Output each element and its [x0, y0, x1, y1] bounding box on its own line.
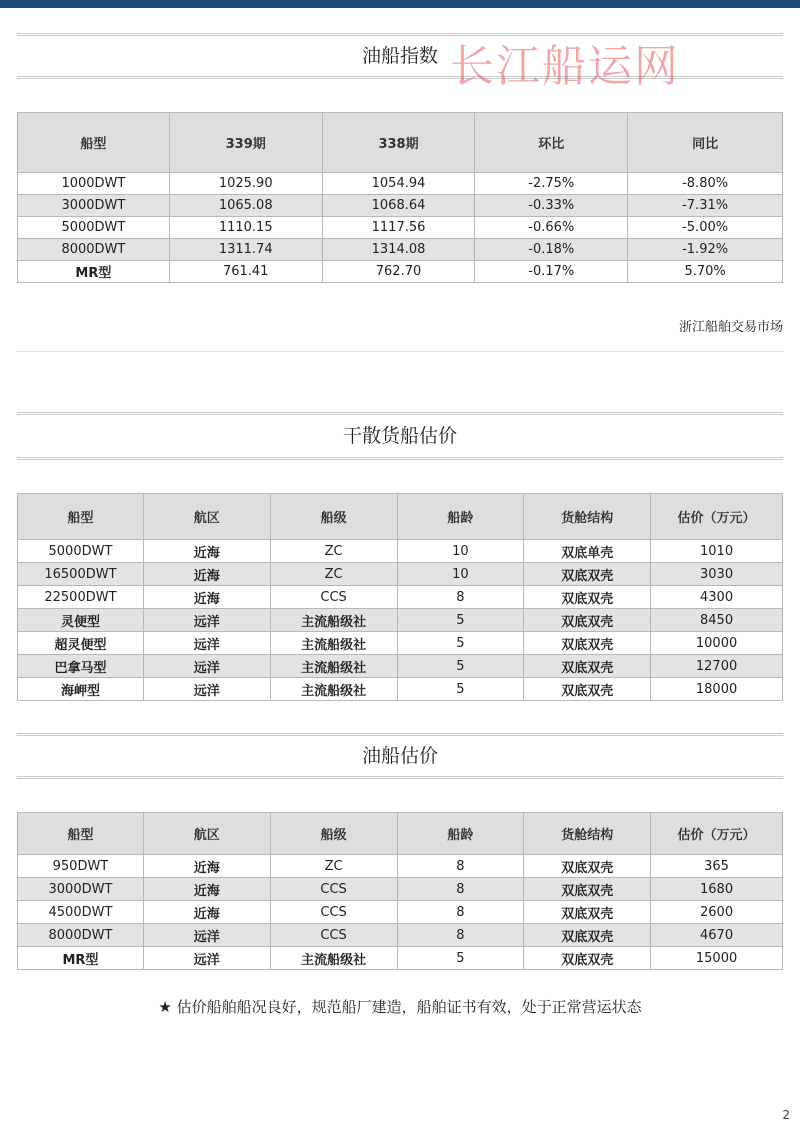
table-cell: 双底双壳 [524, 901, 651, 924]
table-cell: 8000DWT [18, 239, 170, 261]
table-cell: 1311.74 [169, 239, 322, 261]
table-cell: 双底双壳 [524, 678, 651, 701]
table-cell: -5.00% [628, 217, 783, 239]
table-cell: 远洋 [143, 947, 270, 970]
table-row [18, 855, 783, 878]
table-cell: 双底双壳 [524, 586, 651, 609]
header-cell: 估价（万元） [651, 813, 783, 855]
table-cell: 双底双壳 [524, 609, 651, 632]
header-cell: 货舱结构 [524, 494, 651, 540]
table-cell: ZC [270, 855, 397, 878]
header-cell: 船型 [18, 113, 170, 173]
table-cell: -1.92% [628, 239, 783, 261]
table-row [18, 217, 783, 239]
table-row [18, 924, 783, 947]
table-row [18, 609, 783, 632]
table-cell: 海岬型 [18, 678, 144, 701]
header-cell: 339期 [169, 113, 322, 173]
table-cell: 灵便型 [18, 609, 144, 632]
table-cell: 15000 [651, 947, 783, 970]
table-cell: -0.33% [475, 195, 628, 217]
table-cell: CCS [270, 586, 397, 609]
table-cell: 双底双壳 [524, 563, 651, 586]
table-cell: 1010 [651, 540, 783, 563]
table-cell: CCS [270, 901, 397, 924]
watermark: 长江船运网 [450, 41, 680, 92]
table-cell: 3000DWT [18, 878, 144, 901]
table-cell: 5000DWT [18, 540, 144, 563]
table-cell: 5 [397, 678, 524, 701]
table-cell: 1117.56 [322, 217, 475, 239]
table-cell: 双底双壳 [524, 855, 651, 878]
table-cell: 4500DWT [18, 901, 144, 924]
table-cell: 近海 [143, 855, 270, 878]
tanker-index-table [17, 112, 783, 283]
table-cell: ZC [270, 540, 397, 563]
table-cell: 1068.64 [322, 195, 475, 217]
table-cell: 主流船级社 [270, 609, 397, 632]
table-cell: 双底双壳 [524, 655, 651, 678]
header-cell: 船型 [18, 813, 144, 855]
table-cell: 22500DWT [18, 586, 144, 609]
footnote: ★ 估价船舶船况良好，规范船厂建造，船舶证书有效，处于正常营运状态 [158, 998, 642, 1016]
table-cell: 远洋 [143, 632, 270, 655]
table-cell: -0.17% [475, 261, 628, 283]
table-row [18, 195, 783, 217]
table-cell: 1065.08 [169, 195, 322, 217]
table-cell: 8 [397, 878, 524, 901]
section-title-tanker-index: 油船指数 [17, 33, 783, 79]
table-cell: 主流船级社 [270, 655, 397, 678]
table-cell: MR型 [18, 947, 144, 970]
header-cell: 环比 [475, 113, 628, 173]
table-cell: 8 [397, 586, 524, 609]
table-row [18, 173, 783, 195]
table-cell: 18000 [651, 678, 783, 701]
table-cell: 1054.94 [322, 173, 475, 195]
top-bar [0, 0, 800, 8]
table-cell: 巴拿马型 [18, 655, 144, 678]
header-cell: 估价（万元） [651, 494, 783, 540]
table-cell: 远洋 [143, 609, 270, 632]
table-row [18, 878, 783, 901]
table-cell: -8.80% [628, 173, 783, 195]
table-row [18, 239, 783, 261]
table-cell: 5 [397, 632, 524, 655]
table-row [18, 261, 783, 283]
header-cell: 船型 [18, 494, 144, 540]
table-cell: 5000DWT [18, 217, 170, 239]
table-cell: 950DWT [18, 855, 144, 878]
table-cell: 主流船级社 [270, 947, 397, 970]
table-cell: 近海 [143, 878, 270, 901]
table-cell: ZC [270, 563, 397, 586]
table-cell: 1314.08 [322, 239, 475, 261]
table-cell: 近海 [143, 586, 270, 609]
header-cell: 货舱结构 [524, 813, 651, 855]
header-cell: 船级 [270, 813, 397, 855]
table-cell: -0.66% [475, 217, 628, 239]
table-cell: 双底双壳 [524, 632, 651, 655]
table-cell: 1680 [651, 878, 783, 901]
table-cell: 4670 [651, 924, 783, 947]
table-row [18, 563, 783, 586]
table-cell: 远洋 [143, 924, 270, 947]
table-cell: -7.31% [628, 195, 783, 217]
table-cell: 双底双壳 [524, 878, 651, 901]
table-row [18, 540, 783, 563]
header-cell: 船龄 [397, 813, 524, 855]
divider [17, 351, 783, 352]
table-row [18, 678, 783, 701]
table-cell: 主流船级社 [270, 632, 397, 655]
table-cell: 远洋 [143, 678, 270, 701]
table-cell: 5.70% [628, 261, 783, 283]
table-cell: 16500DWT [18, 563, 144, 586]
table-row [18, 655, 783, 678]
table-cell: -0.18% [475, 239, 628, 261]
table-cell: 近海 [143, 540, 270, 563]
table-cell: 3030 [651, 563, 783, 586]
table-cell: 365 [651, 855, 783, 878]
table-cell: 762.70 [322, 261, 475, 283]
table-cell: 双底单壳 [524, 540, 651, 563]
table-cell: 1000DWT [18, 173, 170, 195]
table-cell: 8 [397, 924, 524, 947]
header-cell: 航区 [143, 494, 270, 540]
table-cell: 超灵便型 [18, 632, 144, 655]
table-cell: 远洋 [143, 655, 270, 678]
table-row [18, 901, 783, 924]
page-number: 2 [782, 1108, 790, 1122]
table-cell: 双底双壳 [524, 947, 651, 970]
table-cell: MR型 [18, 261, 170, 283]
table-cell: 近海 [143, 563, 270, 586]
table-cell: 主流船级社 [270, 678, 397, 701]
header-cell: 船龄 [397, 494, 524, 540]
table-header-row [18, 813, 783, 855]
table-cell: 10 [397, 563, 524, 586]
header-cell: 同比 [628, 113, 783, 173]
table-cell: CCS [270, 878, 397, 901]
bulk-valuation-table [17, 493, 783, 701]
table-cell: 8 [397, 901, 524, 924]
table-header-row [18, 494, 783, 540]
header-cell: 船级 [270, 494, 397, 540]
table-cell: 5 [397, 947, 524, 970]
table-cell: 8450 [651, 609, 783, 632]
table-cell: 2600 [651, 901, 783, 924]
tanker-valuation-table [17, 812, 783, 970]
table-cell: 4300 [651, 586, 783, 609]
section-title-bulk-valuation: 干散货船估价 [17, 412, 783, 460]
table-row [18, 632, 783, 655]
table-cell: -2.75% [475, 173, 628, 195]
table-cell: CCS [270, 924, 397, 947]
table-header-row [18, 113, 783, 173]
header-cell: 航区 [143, 813, 270, 855]
table-cell: 1025.90 [169, 173, 322, 195]
table-cell: 3000DWT [18, 195, 170, 217]
table-cell: 5 [397, 609, 524, 632]
table-cell: 10 [397, 540, 524, 563]
table-cell: 双底双壳 [524, 924, 651, 947]
table-cell: 12700 [651, 655, 783, 678]
table-cell: 近海 [143, 901, 270, 924]
header-cell: 338期 [322, 113, 475, 173]
table-cell: 1110.15 [169, 217, 322, 239]
table-row [18, 586, 783, 609]
table-cell: 8 [397, 855, 524, 878]
table-row [18, 947, 783, 970]
table-cell: 10000 [651, 632, 783, 655]
table-cell: 8000DWT [18, 924, 144, 947]
section-title-tanker-valuation: 油船估价 [17, 733, 783, 779]
data-source: 浙江船舶交易市场 [678, 320, 783, 335]
table-cell: 761.41 [169, 261, 322, 283]
table-cell: 5 [397, 655, 524, 678]
